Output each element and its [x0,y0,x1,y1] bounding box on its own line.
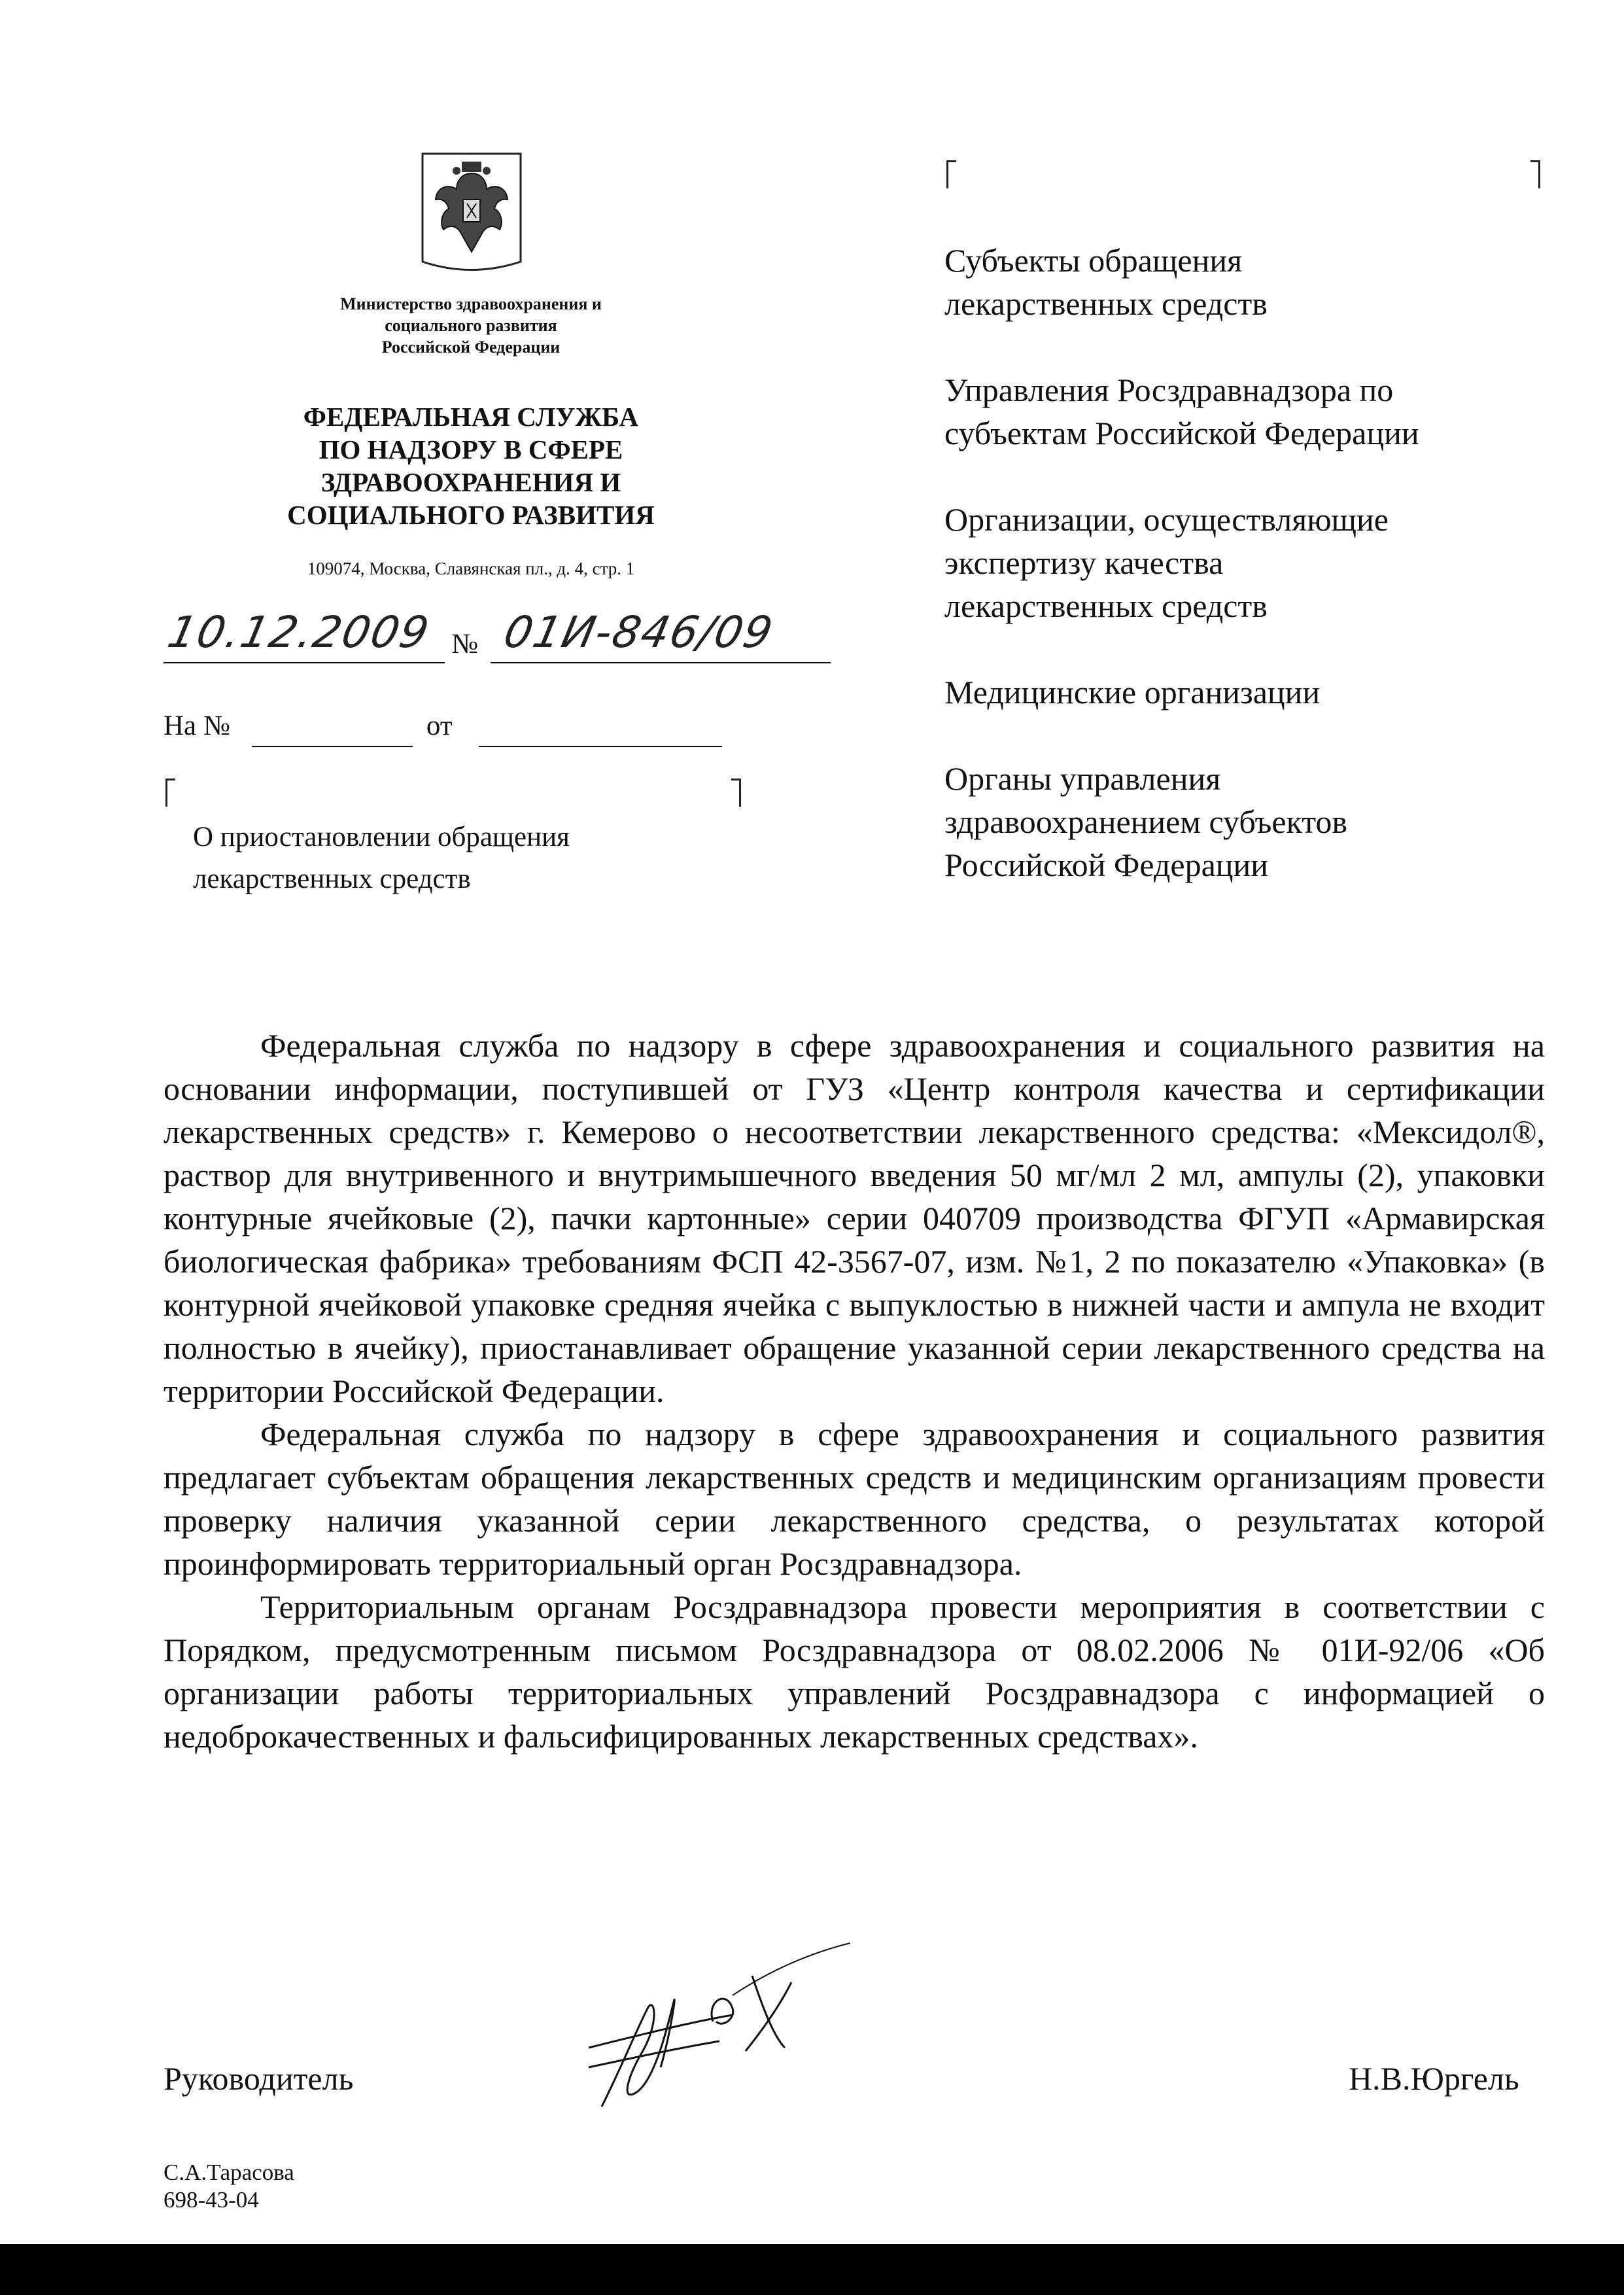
addressee-item [944,498,1546,627]
letterhead-address: 109074, Москва, Славянская пл., д. 4, стр. 1 [307,559,635,578]
service-line: ЗДРАВООХРАНЕНИЯ И [320,467,621,497]
addressee-line: Российской Федерации [944,847,1269,883]
service-line: ПО НАДЗОРУ В СФЕРЕ [319,434,623,464]
addressee-line: лекарственных средств [944,587,1268,624]
service-line: СОЦИАЛЬНОГО РАЗВИТИЯ [287,500,655,530]
scan-bottom-border [0,2244,1624,2295]
ministry-name [262,293,680,358]
subject-bracket-right [731,779,741,807]
addressee-bracket-left [946,160,956,188]
addressee-line: Органы управления [944,760,1221,797]
ministry-line: Российской Федерации [381,338,561,357]
addressee-line: здравоохранением субъектов [944,803,1348,840]
addressee-item [944,757,1546,886]
subject-line: О приостановлении обращения [193,822,570,852]
ministry-line: социального развития [385,316,557,335]
executor-phone: 698-43-04 [164,2187,259,2213]
reference-prefix: На № [164,710,230,741]
reference-row [164,710,453,742]
signatory-title: Руководитель [164,2060,354,2097]
registration-number: 01И-846/09 [499,607,778,657]
addressee-line: Организации, осуществляющие [944,501,1389,538]
registration-date: 10.12.2009 [163,607,435,657]
executor-info [164,2159,294,2214]
reference-number-field[interactable] [252,746,413,747]
body-paragraph: Федеральная служба по надзору в сфере здравоохранения и социального развития на основании информации, поступившей от ГУЗ «Центр контроля качества и сертификации лекарственных средств» г. Кемерово о несоответствии лекарственного средства: «Мексидол®, раствор для внутривенного и внутримышечного введения 50 мг/мл 2 мл, ампулы (2), упаковки контурные ячейковые (2), пачки картонные» серии 040709 производства ФГУП «Армавирская биологическая фабрика» требованиям ФСП 42-3567-07, изм. №1, 2 по показателю «Упаковка» (в контурной ячейковой упаковке средняя ячейка с выпуклостью в нижней части и ампула не входит полностью в ячейку), приостанавливает обращение указанной серии лекарственного средства на территории Российской Федерации. [164,1027,1545,1409]
body-paragraph: Федеральная служба по надзору в сфере здравоохранения и социального развития предлагает субъектам обращения лекарственных средств и медицинским организациям провести проверку наличия указанной серии лекарственного средства, о результатах которой проинформировать территориальный орган Росздравнадзора. [164,1416,1545,1582]
addressee-line: лекарственных средств [944,285,1268,322]
service-line: ФЕДЕРАЛЬНАЯ СЛУЖБА [303,402,639,432]
addressee-item [944,368,1546,455]
ministry-line: Министерство здравоохранения и [340,294,602,313]
reference-date-field[interactable] [479,746,722,747]
addressee-item [944,239,1546,325]
signatory-name: Н.В.Юргель [1349,2060,1519,2097]
letter-body [164,1024,1545,1758]
addressee-line: Управления Росздравнадзора по [944,372,1394,408]
date-underline [164,662,445,663]
letter-subject [193,816,690,900]
addressee-line: субъектам Российской Федерации [944,415,1419,451]
reference-from: от [426,710,453,741]
executor-name: С.А.Тарасова [164,2160,294,2185]
addressee-line: Субъекты обращения [944,242,1243,279]
service-name [196,400,746,531]
body-paragraph: Территориальным органам Росздравнадзора провести мероприятия в соответствии с Порядком, предусмотренным письмом Росздравнадзора от 08.02.2006 № 01И-92/06 «Об организации работы территориальных управлений Росздравнадзора с информацией о недоброкачественных и фальсифицированных лекарственных средствах». [164,1588,1545,1755]
subject-line: лекарственных средств [193,864,471,894]
addressee-line: экспертизу качества [944,544,1224,581]
addressee-line: Медицинские организации [944,674,1321,710]
addressee-list [944,239,1546,930]
addressee-bracket-right [1530,160,1540,188]
addressee-item [944,671,1546,714]
subject-bracket-left [165,779,175,807]
number-underline [491,662,831,663]
number-sign: № [451,629,479,659]
russian-coat-of-arms-icon [416,147,527,278]
handwritten-signature-icon [562,1936,863,2126]
